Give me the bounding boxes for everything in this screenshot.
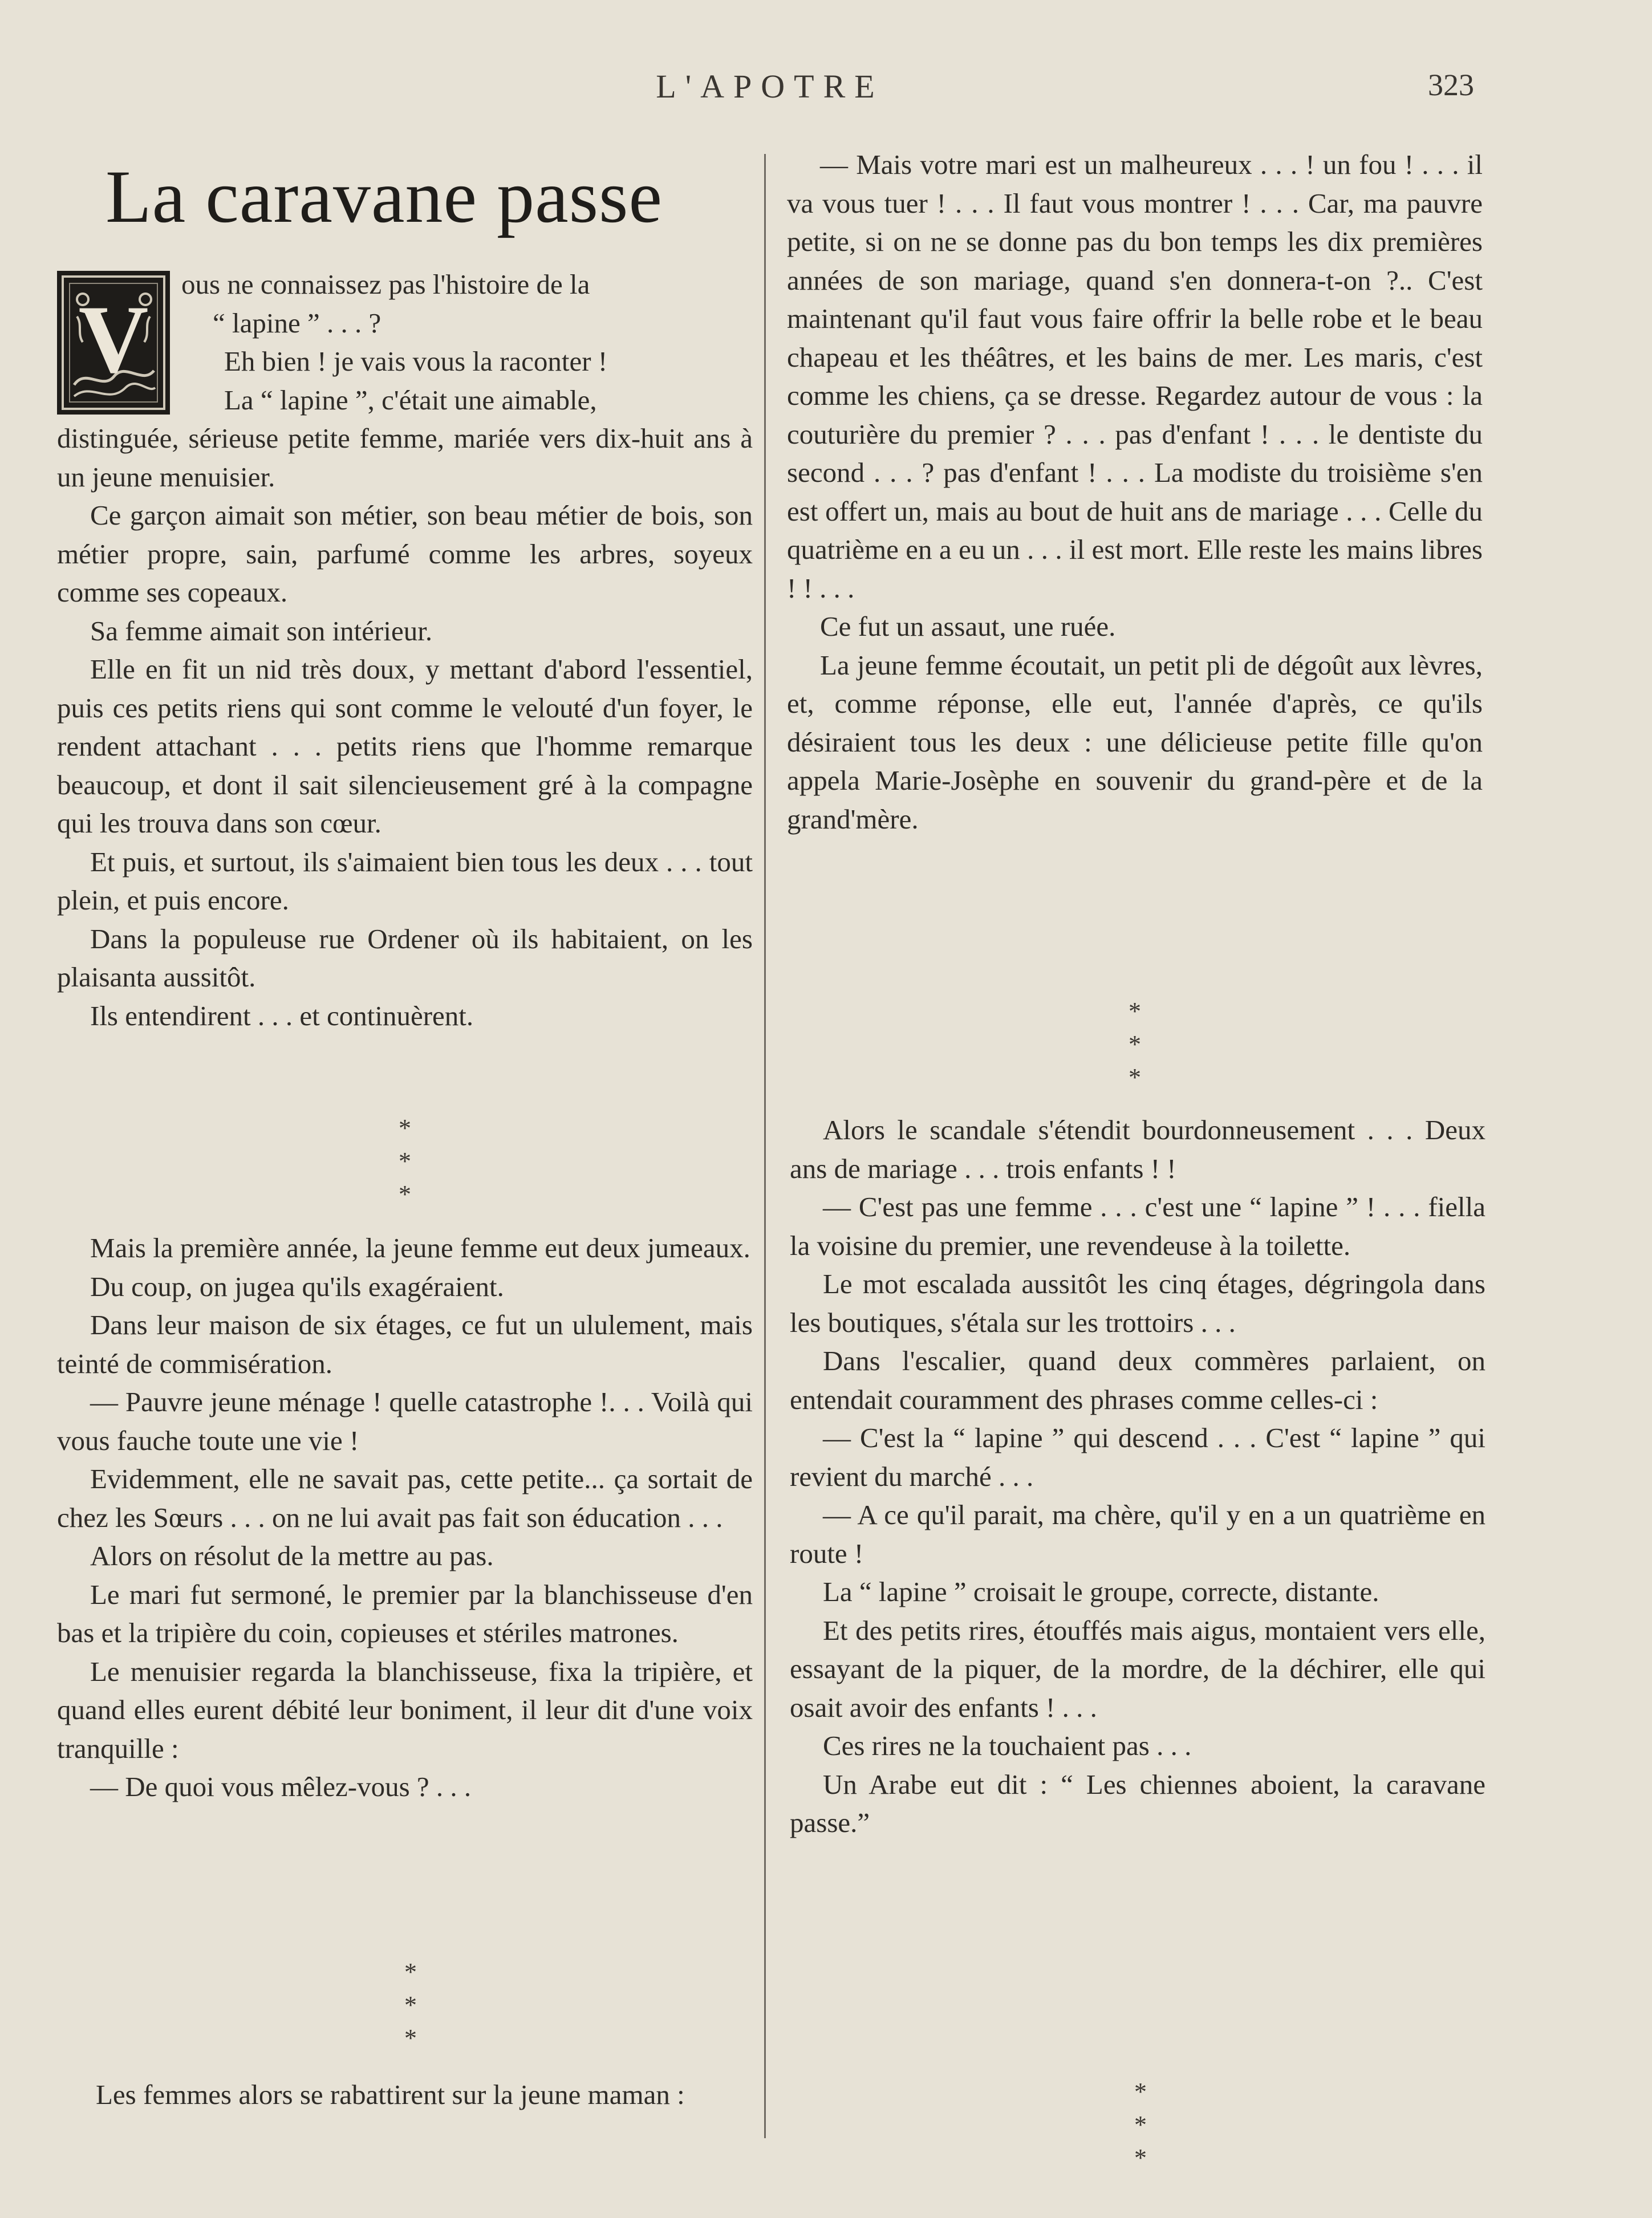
paragraph: Dans la populeuse rue Ordener où ils habitaient, on les plaisanta aussitôt. (57, 923, 753, 993)
paragraph: La jeune femme écoutait, un petit pli de dégoût aux lèvres, et, comme réponse, elle eut, l'année d'après, ce qu'ils désiraient tous les deux : une délicieuse petite fille qu'on appela Marie-Josèphe en souvenir du grand-père et de la grand'mère. (787, 649, 1483, 835)
paragraph: Alors on résolut de la mettre au pas. (90, 1540, 494, 1571)
drop-cap-ornament (57, 271, 170, 415)
paragraph: Ce fut un assaut, une ruée. (820, 611, 1116, 642)
running-head (0, 67, 1652, 113)
paragraph: — A ce qu'il parait, ma chère, qu'il y en a un quatrième en route ! (790, 1499, 1485, 1569)
paragraph: La “ lapine ” croisait le groupe, correcte, distante. (823, 1576, 1379, 1607)
article-title: La caravane passe (105, 155, 663, 238)
paragraph: Dans leur maison de six étages, ce fut un ululement, mais teinté de commisération. (57, 1309, 753, 1379)
paragraph: distinguée, sérieuse petite femme, mariée vers dix-huit ans à un jeune menuisier. (57, 423, 753, 493)
left-column-block-1 (57, 419, 753, 1035)
separator-stars: * * (1129, 1030, 1164, 1091)
right-column-block-1 (787, 145, 1483, 838)
paragraph: Alors le scandale s'étendit bourdonneusement . . . Deux ans de mariage . . . trois enfants ! ! (790, 1114, 1485, 1184)
paragraph: Mais la première année, la jeune femme eut deux jumeaux. (90, 1232, 750, 1264)
paragraph: Ce garçon aimait son métier, son beau métier de bois, son métier propre, sain, parfumé comme les arbres, soyeux comme ses copeaux. (57, 499, 753, 608)
separator-star: * (399, 1114, 411, 1142)
page-number: 323 (1428, 68, 1474, 102)
paragraph: Sa femme aimait son intérieur. (90, 615, 433, 647)
right-column-block-2 (790, 1111, 1485, 1842)
drop-cap-letter: V (78, 286, 149, 393)
separator-star: * (1129, 997, 1141, 1025)
paragraph: Ces rires ne la touchaient pas . . . (823, 1730, 1192, 1761)
separator-stars: * * (399, 1147, 434, 1208)
paragraph: Dans l'escalier, quand deux commères parlaient, on entendait couramment des phrases comme celles-ci : (790, 1345, 1485, 1415)
section-separator (1078, 995, 1192, 1094)
paragraph: Et des petits rires, étouffés mais aigus, montaient vers elle, essayant de la piquer, de la mordre, de la déchirer, elle qui osait avoir des enfants ! . . . (790, 1614, 1485, 1723)
paragraph: — C'est la “ lapine ” qui descend . . . C'est “ lapine ” qui revient du marché . . . (790, 1422, 1485, 1492)
intro-lines (181, 265, 753, 419)
paragraph: — C'est pas une femme . . . c'est une “ lapine ” ! . . . fiella la voisine du premier, une revendeuse à la toilette. (790, 1191, 1485, 1261)
paragraph: Les femmes alors se rabattirent sur la jeune maman : (96, 2079, 685, 2110)
paragraph: Evidemment, elle ne savait pas, cette petite... ça sortait de chez les Sœurs . . . on ne lui avait pas fait son éducation . . . (57, 1463, 753, 1533)
separator-stars: * * (404, 1991, 440, 2052)
paragraph: Le menuisier regarda la blanchisseuse, fixa la tripière, et quand elles eurent débité leur boniment, il leur dit d'une voix tranquille : (57, 1655, 753, 1764)
paragraph: — Mais votre mari est un malheureux . . . ! un fou ! . . . il va vous tuer ! . . . Il faut vous montrer ! . . . Car, ma pauvre petite, si on ne se donne pas du bon temps les dix premières années de son mariage, quand s'en donnera-t-on ?.. C'est maintenant qu'il faut vous faire offrir la belle robe et le beau chapeau et les théâtres, et les bains de mer. Les maris, c'est comme les chiens, ça se dresse. Regardez autour de vous : la couturière du premier ? . . . pas d'enfant ! . . . le dentiste du second . . . ? pas d'enfant ! . . . La modiste du troisième s'en est offert un, mais au bout de huit ans de mariage . . . Celle du quatrième en a eu un . . . il est mort. Elle reste les mains libres ! ! . . . (787, 149, 1483, 604)
intro-line: ous ne connaissez pas l'histoire de la (181, 269, 590, 300)
paragraph: Le mot escalada aussitôt les cinq étages, dégringola dans les boutiques, s'étala sur les trottoirs . . . (790, 1268, 1485, 1338)
paragraph: Et puis, et surtout, ils s'aimaient bien tous les deux . . . tout plein, et puis encore. (57, 846, 753, 916)
paragraph: Du coup, on jugea qu'ils exagéraient. (90, 1270, 504, 1302)
section-separator (354, 1956, 468, 2055)
intro-line: Eh bien ! je vais vous la raconter ! (224, 346, 608, 377)
intro-line: La “ lapine ”, c'était une aimable, (224, 384, 597, 416)
section-separator (1083, 2075, 1198, 2175)
left-column-block-3 (63, 2075, 756, 2114)
paragraph: — Pauvre jeune ménage ! quelle catastrophe !. . . Voilà qui vous fauche toute une vie ! (57, 1386, 753, 1456)
paragraph: Le mari fut sermoné, le premier par la blanchisseuse d'en bas et la tripière du coin, copieuses et stériles matrones. (57, 1578, 753, 1648)
paragraph: Un Arabe eut dit : “ Les chiennes aboient, la caravane passe.” (790, 1768, 1485, 1838)
paragraph: Ils entendirent . . . et continuèrent. (90, 1000, 474, 1031)
paragraph: — De quoi vous mêlez-vous ? . . . (90, 1771, 472, 1802)
separator-star: * (404, 1958, 417, 1986)
section-separator (348, 1112, 462, 1211)
intro-line: “ lapine ” . . . ? (213, 307, 381, 339)
separator-star: * (1134, 2078, 1147, 2106)
paragraph: Elle en fit un nid très doux, y mettant d'abord l'essentiel, puis ces petits riens qui sont comme le velouté d'un foyer, le rendent attachant . . . petits riens que l'homme remarque beaucoup, et dont il sait silencieusement gré à la compagne qui les trouva dans son cœur. (57, 653, 753, 839)
journal-title: L'APOTRE (656, 68, 884, 105)
left-column-block-2 (57, 1229, 753, 1806)
column-divider (764, 154, 766, 2138)
separator-stars: * * (1134, 2111, 1170, 2172)
